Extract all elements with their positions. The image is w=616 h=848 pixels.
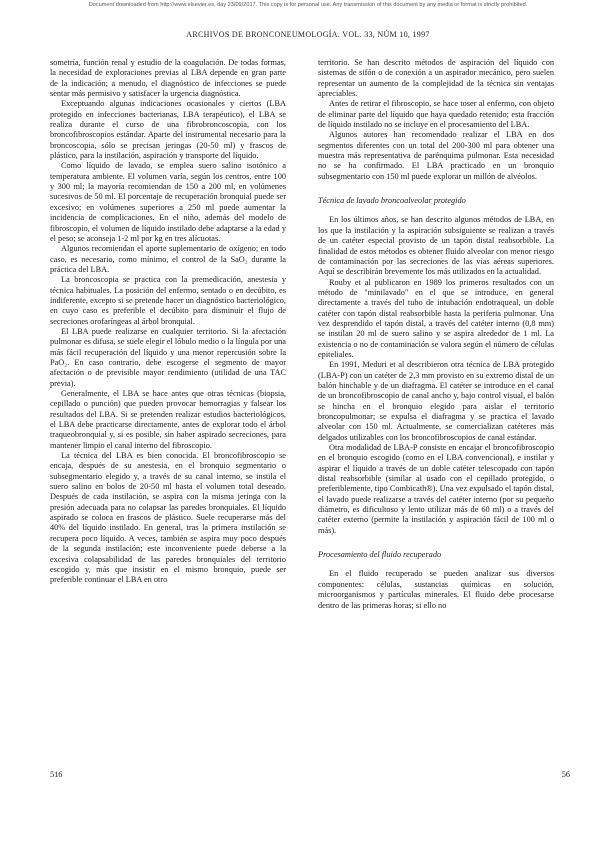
paragraph: Antes de retirar el fibroscopio, se hace toser al enfermo, con objeto de eliminar parte del líquido que haya quedado retenido; esta fracción de líquido instilado no se incluye en el procesamiento del LBA. bbox=[318, 99, 554, 130]
paragraph: Algunos autores han recomendado realizar el LBA en dos segmentos diferentes con un total del 200-300 ml para obtener una muestra más representativa de parénquima pulmonar. Esta necesidad no se ha confirmado. El LBA practicado en un bronquio subsegmentario con 150 ml puede explorar un millón de alvéolos. bbox=[318, 130, 554, 181]
paragraph: La técnica del LBA es bien conocida. El broncofibroscopio se encaja, después de su anestesia, en el bronquio segmentario o subsegmentario elegido y, a través de su canal interno, se instila el suero salino en bolos de 20-50 ml hasta el volumen total deseado. Después de cada instilación, se aspira con la misma jeringa con la presión adecuada para no colapsar las paredes bronquiales. El líquido aspirado se coloca en frascos de plástico. Suele recuperarse más del 40% del líquido instilado. En general, tras la primera instilación se recupera poco líquido. A veces, también se aspira muy poco después de la segunda instilación; este inconveniente puede deberse a la excesiva colapsabilidad de las paredes bronquiales del territorio escogido y, más que insistir en el mismo bronquio, puede ser preferible continuar el LBA en otro bbox=[50, 451, 286, 585]
page-number-right: 56 bbox=[561, 770, 570, 779]
paragraph: En 1991, Meduri et al describieron otra técnica de LBA protegido (LBA-P) con un catéter de 2,3 mm provisto en su extremo distal de un balón hinchable y de un diafragma. El catéter se introduce en el canal de un broncofibroscopio de canal ancho y, bajo control visual, el balón se hincha en el bronquio elegido para aislar el territorio broncopulmonar; se expulsa el diafragma y se practica el lavado alveolar con 150 ml. Actualmente, se comercializan catéteres más delgados utilizables con los broncofibroscopios de canal estándar. bbox=[318, 360, 554, 442]
paragraph: La broncoscopia se practica con la premedicación, anestesia y técnica habituales. La posición del enfermo, sentado o en decúbito, es indiferente, excepto si se pretende hacer un diagnóstico bacteriológico, en cuyo caso es preferible el decúbito para disminuir el flujo de secreciones orofaríngeas al árbol bronquial. bbox=[50, 275, 286, 326]
right-column bbox=[318, 58, 554, 758]
running-header: ARCHIVOS DE BRONCONEUMOLOGÍA. VOL. 33, NÚM 10, 1997 bbox=[186, 30, 430, 39]
paragraph: En el fluido recuperado se pueden analizar sus diversos componentes: células, sustancias químicas en solución, microorganismos y partículas minerales. El fluido debe procesarse dentro de las primeras horas; si ello no bbox=[318, 569, 554, 610]
paragraph: territorio. Se han descrito métodos de aspiración del líquido con sistemas de sifón o de conexión a un aspirador mecánico, pero suelen representar un aumento de la complejidad de la técnica sin ventajas apreciables. bbox=[318, 58, 554, 99]
page-number-left: 516 bbox=[50, 770, 63, 779]
paragraph: sometría, función renal y estudio de la coagulación. De todas formas, la necesidad de exploraciones previas al LBA depende en gran parte de la indicación; a menudo, el diagnóstico de infecciones se puede sentar más permisivo y satisfacer la urgencia diagnóstica. bbox=[50, 58, 286, 99]
paragraph: Rouby et al publicaron en 1989 los primeros resultados con un método de "minilavado" en el que se introduce, en general directamente a través del tubo de intubación endotraqueal, un doble catéter con tapón distal reabsorbible hasta la periferia pulmonar. Una vez desprendido el tapón distal, a través del catéter interno (0,8 mm) se instilan 20 ml de suero salino y se aspira alrededor de 1 ml. La existencia o no de contaminación se valora según el número de células epiteliales. bbox=[318, 277, 554, 359]
section-heading: Técnica de lavado broncoalveolar protegido bbox=[318, 196, 466, 206]
paragraph: En los últimos años, se han descrito algunos métodos de LBA, en los que la instilación y la aspiración subsiguiente se realizan a través de un catéter especial provisto de un tapón distal reabsorbible. La finalidad de estos métodos es obtener fluido alveolar con menor riesgo de contaminación por las secreciones de las vías aéreas superiores. Aquí se describirán brevemente los más utilizados en la actualidad. bbox=[318, 215, 554, 277]
paragraph: Otra modalidad de LBA-P consiste en encajar el broncofibroscopio en el bronquio escogido (como en el LBA convencional), e instilar y aspirar el líquido a través de un doble catéter telescopado con tapón distal reabsorbible (similar al usado con el cepillado protegido, o preferiblemente, tipo Combicath®). Una vez expulsado el tapón distal, el lavado puede realizarse a través del catéter interno (por su pequeño diámetro, es dificultoso y lento utilizar más de 60 ml) o a través del catéter externo (permite la instilación y aspiración fácil de 100 ml o más). bbox=[318, 443, 554, 535]
download-notice: Document downloaded from http://www.elsevier.es, day 23/09/2017. This copy is for personal use. Any transmission of this document by any media or format is strictly prohibited. bbox=[88, 2, 528, 8]
paragraph: Exceptuando algunas indicaciones ocasionales y ciertos (LBA protegido en infecciones bacterianas, LBA terapéutico), el LBA se realiza durante el curso de una fibrobroncoscopia, con los broncofibroscopios estándar. Aparte del instrumental necesario para la broncoscopia, sólo se precisan jeringas (20-50 ml) y frascos de plástico, para la instilación, aspiración y transporte del líquido. bbox=[50, 99, 286, 161]
paragraph: El LBA puede realizarse en cualquier territorio. Si la afectación pulmonar es difusa, se suele elegir el lóbulo medio o la língula por una más fácil recuperación del líquido y una menor repercusión sobre la PaO₂. En caso contrario, debe escogerse el segmento de mayor afectación o de previsible mayor rendimiento (utilidad de una TAC previa). bbox=[50, 326, 286, 388]
paragraph: Como líquido de lavado, se emplea suero salino isotónico a temperatura ambiente. El volumen varía, según los centros, entre 100 y 300 ml; la mayoría recomiendan de 150 a 200 ml, en volúmenes sucesivos de 50 ml. El porcentaje de recuperación bronquial puede ser excesivo; en volúmenes superiores a 250 ml puede aumentar la incidencia de complicaciones. En el niño, además del modelo de fibroscopio, el volumen de líquido instilado debe adaptarse a la edad y el peso; se aconseja 1-2 ml por kg en tres alícuotas. bbox=[50, 161, 286, 243]
section-heading: Procesamiento del fluido recuperado bbox=[318, 550, 442, 560]
paragraph: Generalmente, el LBA se hace antes que otras técnicas (biopsia, cepillado o punción) que pueden provocar hemorragias y falsear los resultados del LBA. Si se pretenden realizar estudios bacteriológicos, el LBA debe practicarse directamente, antes de explorar todo el árbol traqueobronquial y, si es posible, sin haber aspirado secreciones, para mantener limpio el canal interno del fibroscopio. bbox=[50, 389, 286, 450]
paragraph: Algunos recomiendan el aporte suplementario de oxígeno; en todo caso, es necesario, como mínimo, el control de la SaO₂ durante la práctica del LBA. bbox=[50, 244, 286, 274]
left-column bbox=[50, 58, 286, 758]
